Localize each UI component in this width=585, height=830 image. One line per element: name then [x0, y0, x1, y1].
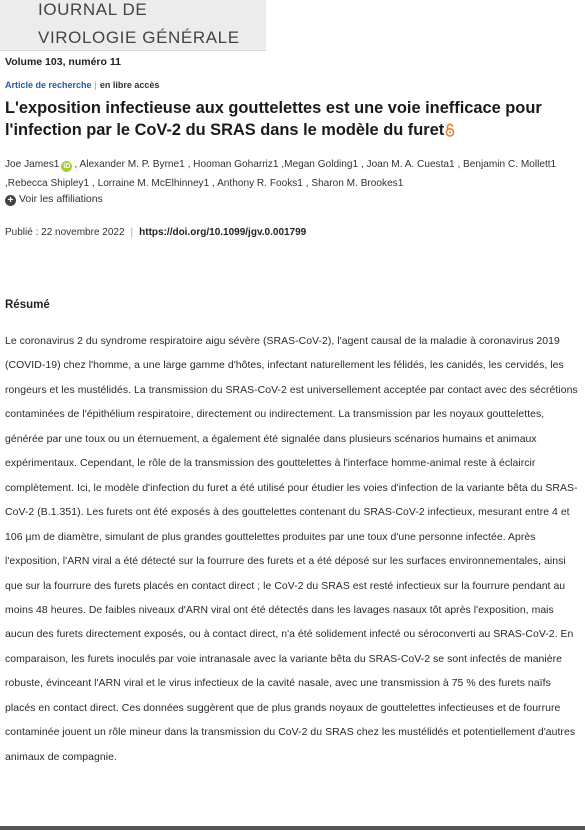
author-list: [5, 155, 583, 193]
orcid-icon[interactable]: iD: [63, 163, 71, 170]
plus-circle-icon: +: [5, 195, 16, 206]
access-label: en libre accès: [99, 80, 160, 90]
view-affiliations-link[interactable]: [5, 193, 103, 206]
pub-separator: |: [130, 227, 134, 238]
journal-masthead[interactable]: [0, 0, 266, 51]
article-type-line: [5, 80, 159, 90]
other-authors[interactable]: , Alexander M. P. Byrne1 , Hooman Goharriz1 ,Megan Golding1 , Joan M. A. Cuesta1 , Benjamin C. Mollett1 ,Rebecca Shipley1 , Lorraine M. McElhinney1 , Anthony R. Fooks1 , Sharon M. Brookes1: [5, 159, 557, 189]
open-access-lock-icon: [445, 121, 455, 143]
abstract-heading: Résumé: [5, 299, 50, 311]
publication-info: [5, 227, 306, 238]
article-type: Article de recherche: [5, 80, 92, 90]
view-affiliations-label: Voir les affiliations: [19, 193, 103, 205]
doi-link[interactable]: https://doi.org/10.1099/jgv.0.001799: [139, 227, 307, 238]
journal-name-line2: VIROLOGIE GÉNÉRALE: [38, 28, 240, 47]
article-title-text: L'exposition infectieuse aux gouttelettes est une voie inefficace pour l'infection par le CoV-2 du SRAS dans le modèle du furet: [5, 99, 542, 139]
article-title: [5, 97, 580, 143]
first-author[interactable]: Joe James1: [5, 159, 60, 170]
journal-name-line1: IOURNAL DE: [38, 0, 148, 19]
abstract-text: Le coronavirus 2 du syndrome respiratoire aigu sévère (SRAS-CoV-2), l'agent causal de la maladie à coronavirus 2019 (COVID-19) chez l'homme, a une large gamme d'hôtes, infectant naturellement les félidés, les canidés, les cervidés, les rongeurs et les mustélidés. La transmission du SRAS-CoV-2 est universellement acceptée par contact avec des sécrétions contaminées de l'épithélium respiratoire, directement ou indirectement. La transmission par les noyaux gouttelettes, générée par une toux ou un éternuement, a également été signalée dans plusieurs scénarios humains et animaux expérimentaux. Cependant, le rôle de la transmission des gouttelettes à l'interface homme-animal reste à éclaircir complètement. Ici, le modèle d'infection du furet a été utilisé pour étudier les voies d'infection de la variante bêta du SRAS-CoV-2 (B.1.351). Les furets ont été exposés à des gouttelettes contenant du SRAS-CoV-2 infectieux, mesurant entre 4 et 106 µm de diamètre, simulant de plus grandes gouttelettes produites par une toux d'une personne infectée. Après l'exposition, l'ARN viral a été détecté sur la fourrure des furets et a été déposé sur les surfaces environnementales, ainsi que sur la fourrure des furets placés en contact direct ; le CoV-2 du SRAS est resté infectieux sur la fourrure pendant au moins 48 heures. De faibles niveaux d'ARN viral ont été détectés dans les lavages nasaux tôt après l'exposition, mais aucun des furets directement exposés, ou à contact direct, n'a été solidement infecté ou séroconverti au SRAS-CoV-2. En comparaison, les furets inoculés par voie intranasale avec la variante bêta du SRAS-CoV-2 se sont infectés de manière robuste, évinceant l'ARN viral et le virus infectieux de la cavité nasale, avec une transmission à 75 % des furets naïfs placés en contact direct. Ces données suggèrent que de plus grands noyaux de gouttelettes infectieuses et de fourrure contaminée jouent un rôle mineur dans la transmission du CoV-2 du SRAS chez les mustélidés et potentiellement d'autres animaux de compagnie.: [5, 336, 578, 763]
issue-volume[interactable]: Volume 103, numéro 11: [5, 56, 121, 68]
bottom-divider: [0, 826, 585, 830]
publication-date: Publié : 22 novembre 2022: [5, 227, 125, 238]
type-separator: |: [94, 80, 97, 90]
